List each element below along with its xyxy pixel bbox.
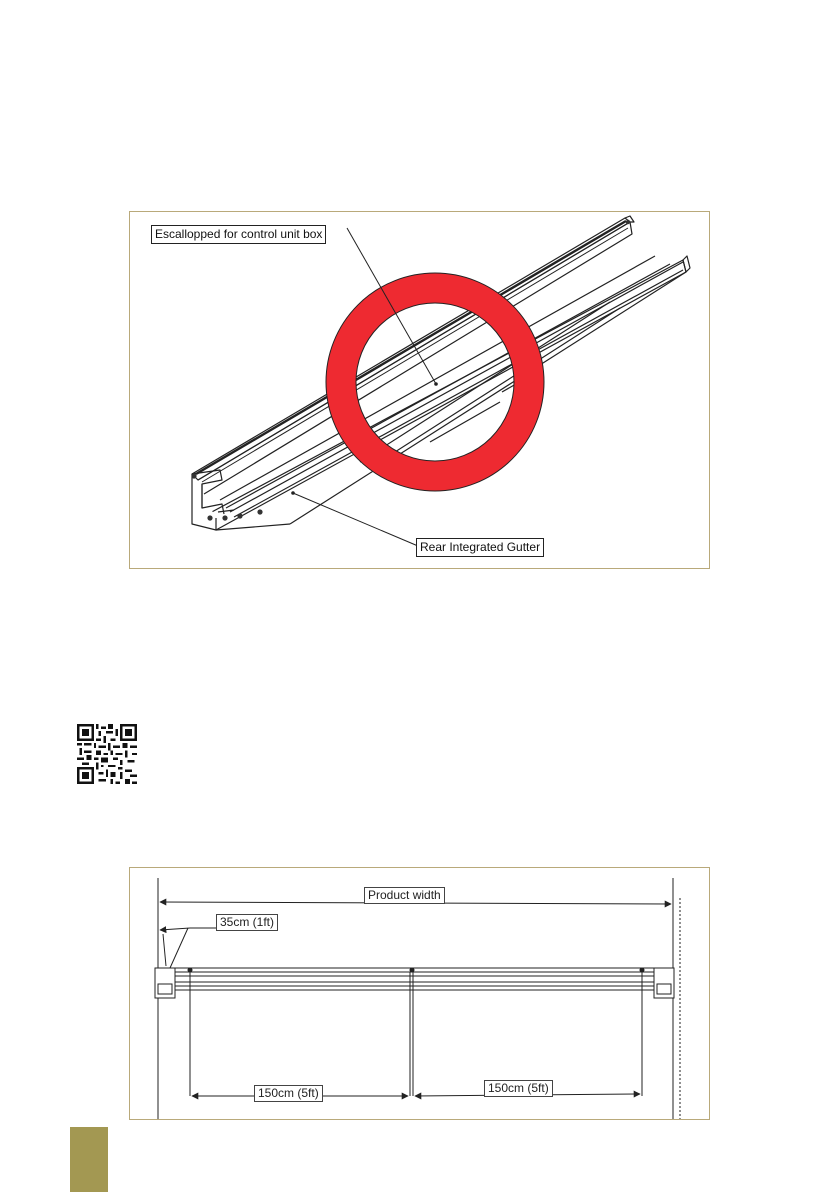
offset-dimension-label: 35cm (1ft): [216, 914, 278, 931]
gutter-isometric-figure: [129, 211, 710, 569]
right-span-dimension-label: 150cm (5ft): [484, 1080, 553, 1097]
gutter-drawing: [130, 212, 709, 568]
product-width-label: Product width: [364, 887, 445, 904]
page-tab-marker: [70, 1127, 108, 1192]
gutter-callout-label: Rear Integrated Gutter: [416, 538, 544, 557]
dimension-figure: [129, 867, 710, 1120]
left-span-dimension-label: 150cm (5ft): [254, 1085, 323, 1102]
dimension-drawing: [130, 868, 709, 1119]
qr-code-icon[interactable]: [77, 724, 137, 784]
escallop-callout-label: Escallopped for control unit box: [151, 225, 326, 244]
